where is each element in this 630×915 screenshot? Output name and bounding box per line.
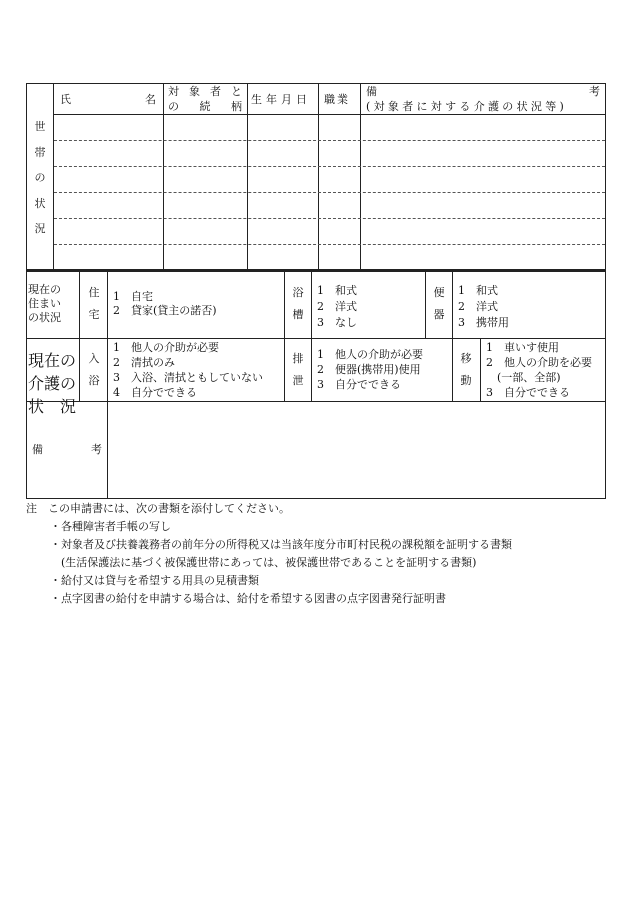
notes-item: ・各種障害者手帳の写し	[50, 520, 171, 533]
col-header-remarks: 備 考	[366, 85, 600, 98]
movement-label: 移 動	[460, 352, 472, 387]
toilet-options: 1 和式 2 洋式 3 携帯用	[458, 284, 509, 329]
col-header-remarks-sub: (対象者に対する介護の状況等)	[366, 100, 568, 113]
excretion-label: 排 泄	[292, 352, 304, 387]
notes-item: ・給付又は貸与を希望する用具の見積書類	[50, 574, 259, 587]
residence-label: 現在の 住まい の状況	[28, 283, 61, 324]
remarks-label: 備 考	[32, 443, 102, 456]
col-header-relation-line1: 対 象 者 と	[168, 85, 242, 98]
notes-item: ・点字図書の給付を申請する場合は、給付を希望する図書の点字図書発行証明書	[50, 592, 446, 605]
col-header-name: 氏 名	[60, 93, 156, 106]
care-label: 現在の 介護の 状 況	[28, 351, 77, 416]
notes-intro: 注 この申請書には、次の書類を添付してください。	[26, 502, 290, 515]
notes-item: (生活保護法に基づく被保護世帯にあっては、被保護世帯であることを証明する書類)	[50, 556, 477, 569]
toilet-label: 便 器	[433, 286, 445, 321]
excretion-options: 1 他人の介助が必要 2 便器(携帯用)使用 3 自分でできる	[317, 348, 423, 391]
bath-options: 1 和式 2 洋式 3 なし	[317, 284, 357, 329]
housing-label: 住 宅	[88, 286, 100, 321]
bathing-label: 入 浴	[88, 352, 100, 387]
bathing-options: 1 他人の介助が必要 2 清拭のみ 3 入浴、清拭ともしていない 4 自分でできる	[113, 341, 263, 399]
notes-item: ・対象者及び扶養義務者の前年分の所得税又は当該年度分市町村民税の課税額を証明する書類	[50, 538, 512, 551]
household-side-label: 世 帯 の 状 況	[34, 120, 46, 235]
remarks-field[interactable]	[108, 402, 605, 498]
col-header-occupation: 職業	[324, 93, 350, 106]
housing-options: 1 自宅 2 貸家(貸主の諾否)	[113, 290, 217, 317]
attachment-notes	[26, 500, 512, 608]
movement-options: 1 車いす使用 2 他人の介助を必要 (一部、全部) 3 自分でできる	[486, 341, 592, 399]
bath-label: 浴 槽	[292, 286, 304, 321]
col-header-birthdate: 生年月日	[251, 93, 311, 106]
col-header-relation-line2: の 続 柄	[168, 100, 242, 113]
